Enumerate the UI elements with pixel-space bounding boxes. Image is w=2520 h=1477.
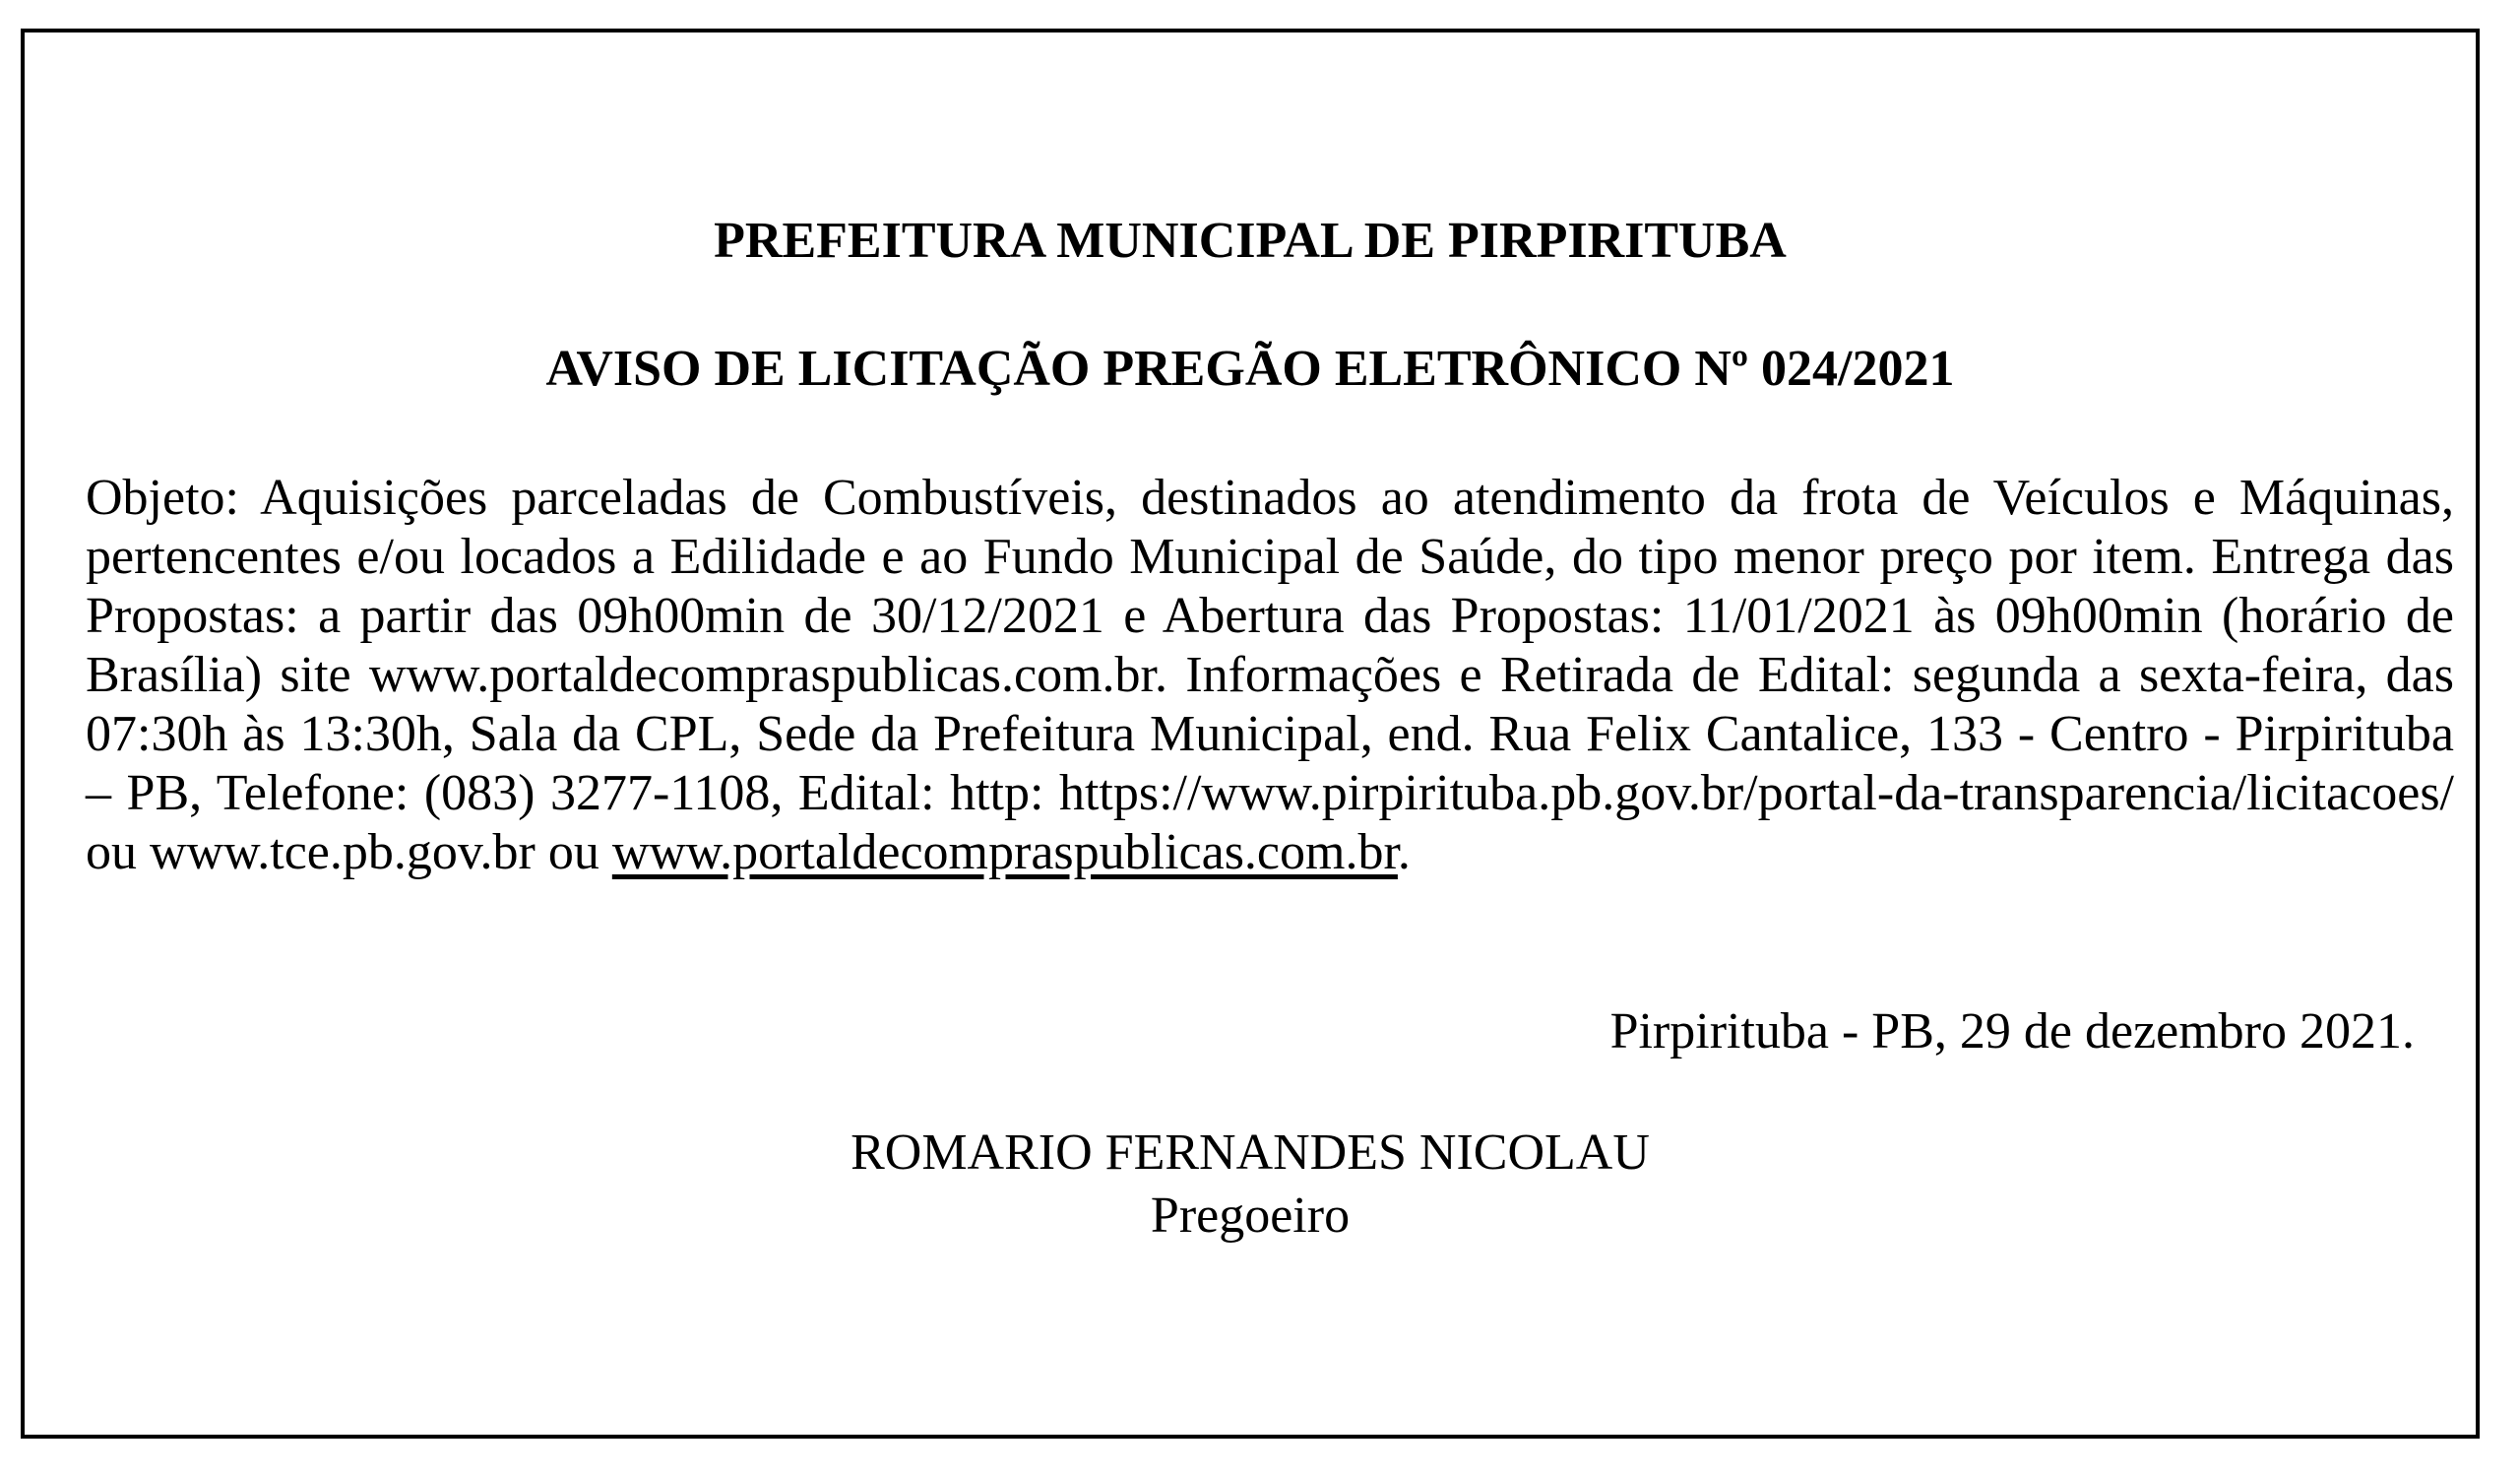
notice-body xyxy=(86,469,2454,882)
organization-heading: PREFEITURA MUNICIPAL DE PIRPIRITUBA xyxy=(714,213,1787,269)
notice-body-text: Objeto: Aquisições parceladas de Combustíveis, destinados ao atendimento da frota de Veículos e Máquinas, pertencentes e/ou locados a Edilidade e ao Fundo Municipal de Saúde, do tipo menor preço por item. Entrega das Propostas: a partir das 09h00min de 30/12/2021 e Abertura das Propostas: 11/01/2021 às 09h00min (horário de Brasília) site www.portaldecompraspublicas.com.br. Informações e Retirada de Edital: segunda a sexta-feira, das 07:30h às 13:30h, Sala da CPL, Sede da Prefeitura Municipal, end. Rua Felix Cantalice, 133 - Centro - Pirpirituba – PB, Telefone: (083) 3277-1108, Edital: http: https://www.pirpirituba.pb.gov.br/portal-da-transparencia/licitacoes/ ou www.tce.pb.gov.br ou xyxy=(86,470,2454,880)
notice-frame xyxy=(21,29,2480,1439)
portal-link[interactable]: www.portaldecompraspublicas.com.br xyxy=(611,824,1398,880)
signer-name: ROMARIO FERNANDES NICOLAU xyxy=(850,1124,1650,1181)
notice-body-end: . xyxy=(1397,824,1411,880)
signer-role: Pregoeiro xyxy=(1150,1188,1351,1244)
notice-title: AVISO DE LICITAÇÃO PREGÃO ELETRÔNICO Nº 024/2021 xyxy=(545,341,1955,397)
date-line: Pirpirituba - PB, 29 de dezembro 2021. xyxy=(1609,1003,2415,1060)
